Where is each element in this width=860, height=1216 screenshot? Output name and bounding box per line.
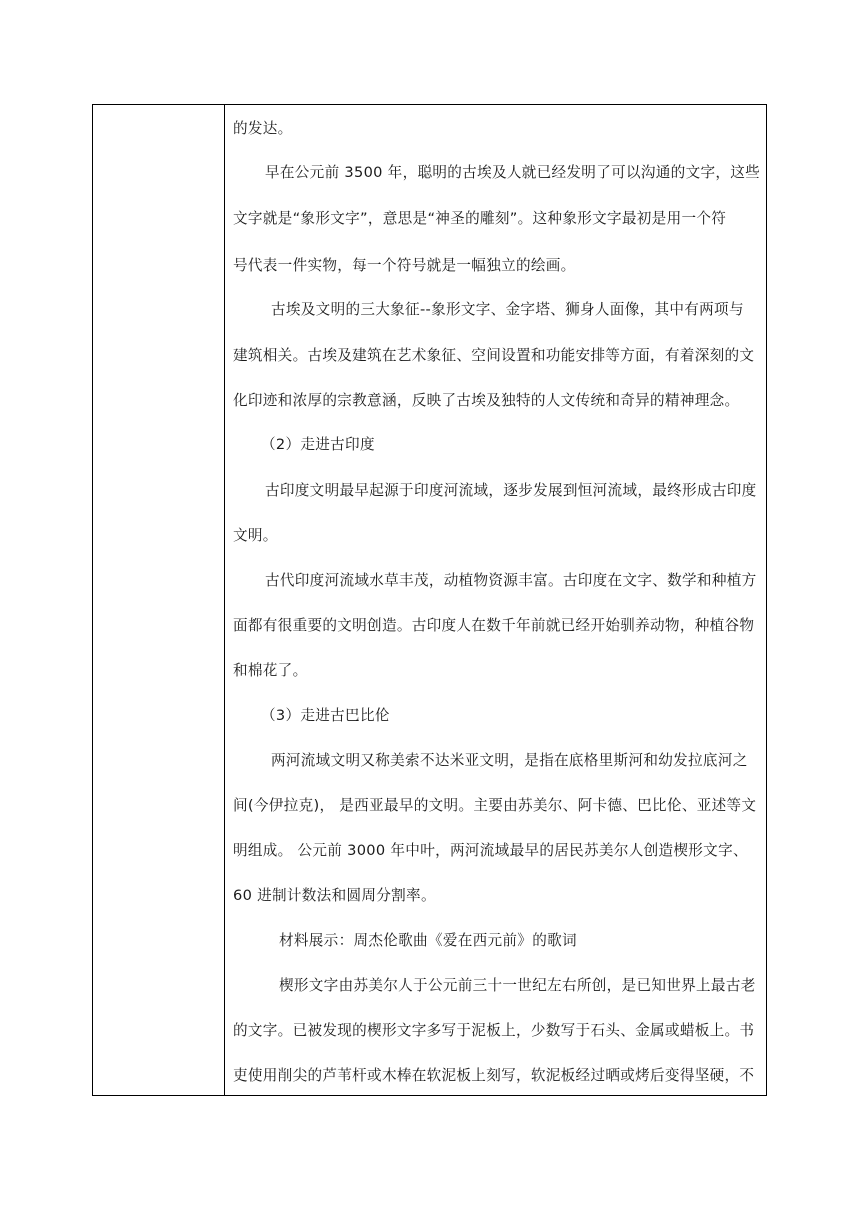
- text-line: 吏使用削尖的芦苇杆或木棒在软泥板上刻写，软泥板经过晒或烤后变得坚硬，不: [233, 1067, 755, 1084]
- text-line: 两河流域文明又称美索不达米亚文明，是指在底格里斯河和幼发拉底河之: [271, 752, 748, 769]
- text-line: 明组成。 公元前 3000 年中叶，两河流域最早的居民苏美尔人创造楔形文字、: [233, 842, 748, 859]
- table-content-cell: [225, 105, 766, 1095]
- text-line: 古代印度河流域水草丰茂，动植物资源丰富。古印度在文字、数学和种植方: [265, 572, 757, 589]
- text-line: 间(今伊拉克)， 是西亚最早的文明。主要由苏美尔、阿卡德、巴比伦、亚述等文: [233, 797, 757, 814]
- text-line: 建筑相关。古埃及建筑在艺术象征、空间设置和功能安排等方面，有着深刻的文: [233, 347, 755, 364]
- text-line: 的发达。: [233, 120, 293, 137]
- text-line: 早在公元前 3500 年，聪明的古埃及人就已经发明了可以沟通的文字，这些: [265, 164, 761, 181]
- text-line: 化印迹和浓厚的宗教意涵，反映了古埃及独特的人文传统和奇异的精神理念。: [233, 392, 740, 409]
- text-line: 文字就是“象形文字”，意思是“神圣的雕刻”。这种象形文字最初是用一个符: [233, 210, 727, 227]
- text-line: 楔形文字由苏美尔人于公元前三十一世纪左右所创，是已知世界上最古老: [279, 977, 756, 994]
- text-line: 和棉花了。: [233, 662, 308, 679]
- table-left-cell: [93, 105, 225, 1095]
- text-line: 文明。: [233, 527, 278, 544]
- document-table: [92, 104, 767, 1096]
- text-line: 60 进制计数法和圆周分割率。: [233, 887, 436, 904]
- material-heading: 材料展示：周杰伦歌曲《爱在西元前》的歌词: [279, 932, 577, 949]
- text-line: 的文字。已被发现的楔形文字多写于泥板上，少数写于石头、金属或蜡板上。书: [233, 1022, 755, 1039]
- section-heading: （2）走进古印度: [261, 436, 375, 453]
- text-line: 面都有很重要的文明创造。古印度人在数千年前就已经开始驯养动物，种植谷物: [233, 617, 755, 634]
- text-line: 古埃及文明的三大象征--象形文字、金字塔、狮身人面像，其中有两项与: [271, 301, 744, 318]
- text-line: 号代表一件实物，每一个符号就是一幅独立的绘画。: [233, 257, 576, 274]
- section-heading: （3）走进古巴比伦: [261, 707, 390, 724]
- text-line: 古印度文明最早起源于印度河流域，逐步发展到恒河流域，最终形成古印度: [265, 482, 757, 499]
